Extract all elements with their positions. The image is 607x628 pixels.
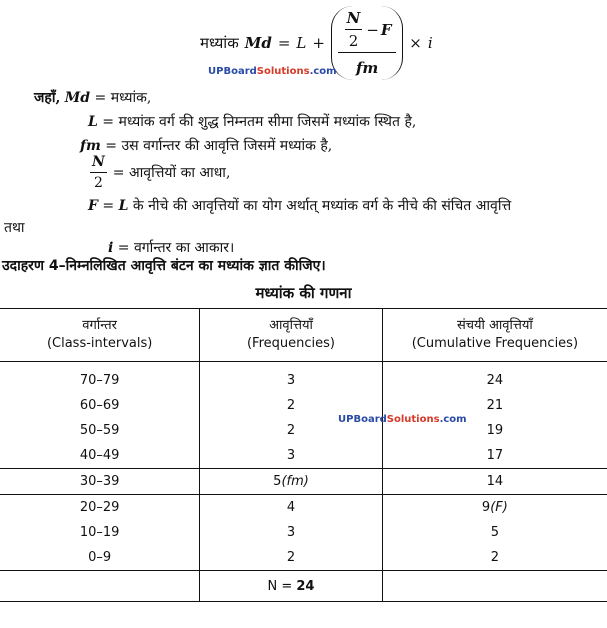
median-table	[0, 308, 607, 602]
table-row-median-class: 30–39 5(fm) 14	[0, 469, 607, 495]
table-row: 70–79 3 24	[0, 368, 607, 393]
header-class-intervals: वर्गान्तर (Class-intervals)	[46, 318, 153, 351]
table-row: 10–19 3 5	[0, 520, 607, 545]
def-n-over-2: $\frac{N}{2}$	[88, 154, 109, 191]
formula-plus: +	[312, 34, 325, 52]
header-frequencies: आवृत्तियाँ (Frequencies)	[200, 309, 382, 362]
def-tatha: तथा	[4, 220, 25, 236]
def-intro: जहाँ, Md = मध्यांक,	[34, 90, 152, 106]
def-f: F = L के नीचे की आवृत्तियों का योग अर्थात् मध्यांक वर्ग के नीचे की संचित आवृत्ति	[88, 198, 512, 214]
table-row: 20–29 4 9(F)	[0, 495, 607, 521]
header-cumulative: संचयी आवृत्तियाँ (Cumulative Frequencies)	[382, 309, 607, 362]
example-heading: उदाहरण 4–निम्नलिखित आवृत्ति बंटन का मध्यांक ज्ञात कीजिए।	[2, 258, 326, 274]
def-l: L = मध्यांक वर्ग की शुद्ध निम्नतम सीमा जिसमें मध्यांक स्थित है,	[88, 114, 417, 130]
total-n: N = 24	[200, 571, 382, 602]
def-i: i = वर्गान्तर का आकार।	[108, 240, 235, 256]
formula-f: F	[380, 20, 392, 39]
formula-l: L	[296, 34, 307, 52]
formula-n-over-2: $\frac{N}{2}$	[346, 9, 361, 50]
table-row: 60–69 2 21	[0, 393, 607, 418]
table-header-row	[0, 309, 607, 362]
watermark: UPBoardSolutions.com	[208, 66, 337, 77]
formula-i: i	[427, 34, 433, 52]
table-title: मध्यांक की गणना	[255, 284, 352, 302]
formula-eq: =	[277, 34, 291, 52]
table-total-row	[0, 571, 607, 602]
formula-parentheses	[331, 6, 403, 80]
formula-fm: fm	[338, 52, 396, 77]
table-row: 50–59 2 19	[0, 418, 607, 443]
watermark-table: UPBoardSolutions.com	[338, 414, 467, 425]
def-n-half: $\frac{N}{2}$ = आवृत्तियों का आधा,	[88, 154, 230, 191]
formula-minus: −	[366, 20, 379, 39]
formula-big-fraction	[338, 9, 396, 77]
formula-times: ×	[409, 34, 422, 52]
table-row: 40–49 3 17	[0, 443, 607, 469]
formula-lhs: मध्यांक	[200, 34, 239, 52]
formula-md: Md	[244, 34, 272, 52]
table-row: 0–9 2 2	[0, 545, 607, 571]
def-fm: fm = उस वर्गान्तर की आवृत्ति जिसमें मध्यांक है,	[80, 138, 333, 154]
